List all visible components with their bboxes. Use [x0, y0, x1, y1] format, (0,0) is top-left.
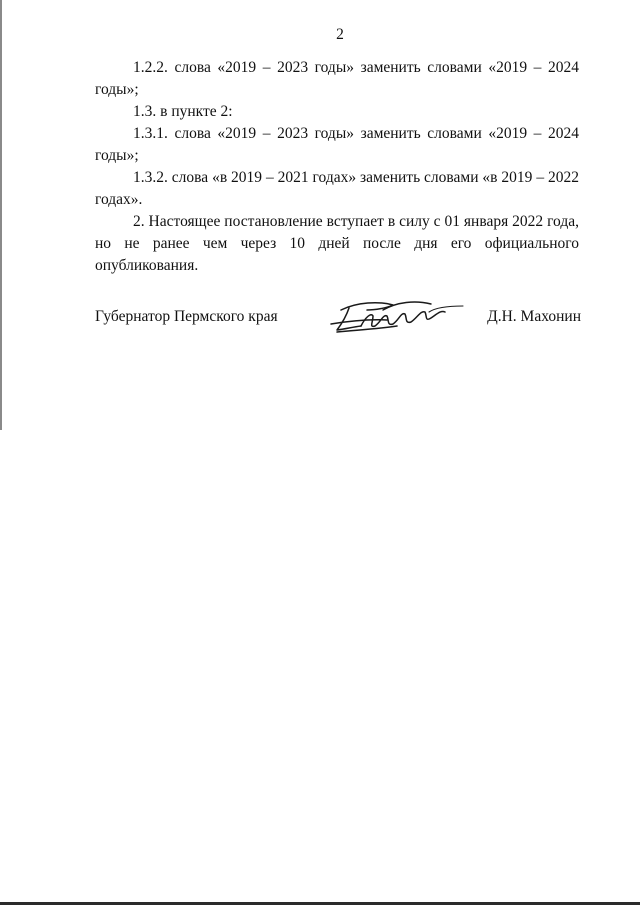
scan-left-edge [0, 0, 2, 430]
page-number: 2 [336, 26, 344, 43]
signatory-title: Губернатор Пермского края [95, 308, 278, 325]
handwritten-signature-icon [327, 296, 467, 338]
paragraph-1-3: 1.3. в пункте 2: [133, 103, 233, 120]
signatory-name: Д.Н. Махонин [487, 308, 581, 325]
paragraph-1-3-1: 1.3.1. слова «2019 – 2023 годы» заменить словами «2019 – 2024 годы»; [95, 125, 579, 164]
signature-block [95, 300, 581, 340]
paragraph-1-3-2: 1.3.2. слова «в 2019 – 2021 годах» заменить словами «в 2019 – 2022 годах». [95, 169, 579, 208]
paragraph-1-2-2: 1.2.2. слова «2019 – 2023 годы» заменить словами «2019 – 2024 годы»; [95, 59, 579, 98]
paragraph-2: 2. Настоящее постановление вступает в силу с 01 января 2022 года, но не ранее чем через 10 дней после дня его официального опубликования. [95, 213, 579, 274]
document-body [95, 57, 579, 277]
